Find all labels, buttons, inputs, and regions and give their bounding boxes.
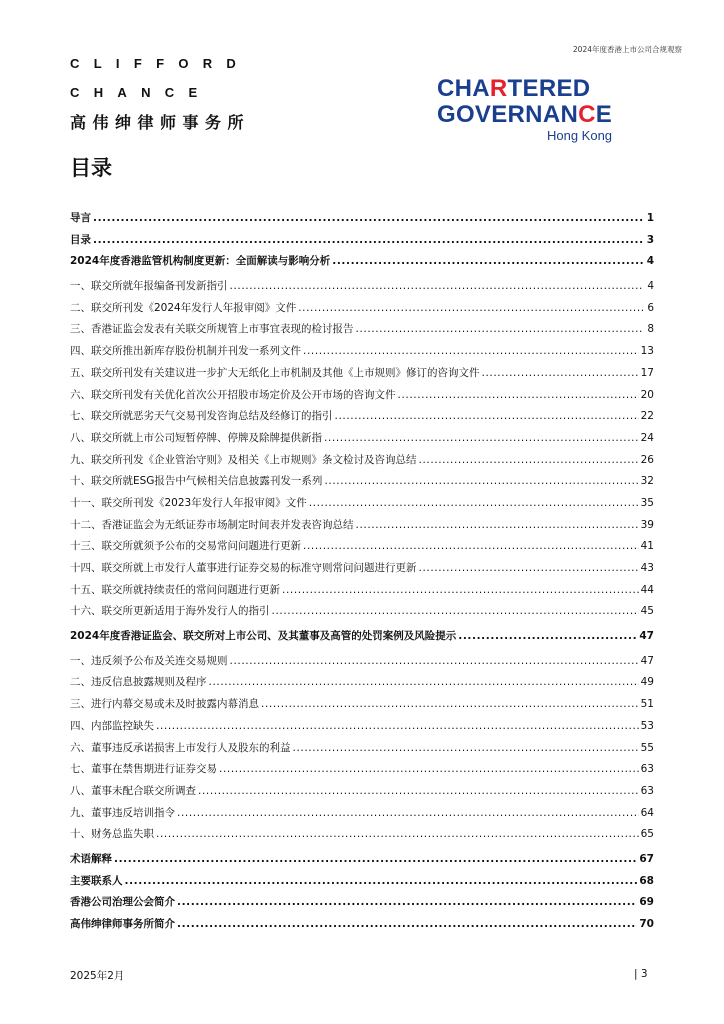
toc-entry-page: 49 bbox=[640, 676, 654, 689]
toc-entry-page: 8 bbox=[647, 323, 654, 336]
toc-dot-leader bbox=[272, 605, 639, 617]
toc-entry-page: 65 bbox=[640, 828, 654, 841]
toc-entry[interactable] bbox=[70, 628, 654, 650]
toc-dot-leader bbox=[156, 720, 639, 732]
toc-dot-leader bbox=[298, 302, 644, 314]
toc-dot-leader bbox=[282, 584, 639, 596]
toc-entry-label: 四、内部监控缺失 bbox=[70, 719, 154, 732]
toc-dot-leader bbox=[482, 367, 639, 379]
toc-entry[interactable] bbox=[70, 603, 654, 625]
toc-entry-label: 一、违反须予公布及关连交易规则 bbox=[70, 654, 228, 667]
toc-entry[interactable] bbox=[70, 321, 654, 343]
footer-date: 2025年2月 bbox=[70, 970, 125, 982]
toc-entry-page: 4 bbox=[647, 280, 654, 293]
toc-entry-page: 47 bbox=[640, 654, 654, 667]
toc-entry-page: 63 bbox=[640, 784, 654, 797]
running-header: 2024年度香港上市公司合规观察 bbox=[572, 45, 682, 54]
toc-entry-page: 43 bbox=[640, 562, 654, 574]
toc-dot-leader bbox=[156, 828, 639, 840]
toc-entry[interactable] bbox=[70, 495, 654, 517]
toc-entry-page: 3 bbox=[646, 233, 654, 246]
toc-dot-leader bbox=[398, 389, 639, 401]
toc-entry[interactable] bbox=[70, 674, 654, 696]
toc-entry-label: 十、联交所就ESG报告中气候相关信息披露刊发一系列 bbox=[70, 475, 323, 488]
toc-entry-label: 九、董事违反培训指令 bbox=[70, 806, 175, 819]
toc-entry[interactable] bbox=[70, 761, 654, 783]
toc-entry[interactable] bbox=[70, 805, 654, 827]
toc-entry-label: 四、联交所推出新库存股份机制并刊发一系列文件 bbox=[70, 345, 301, 358]
toc-entry-label: 十二、香港证监会为无纸证券市场制定时间表并发表咨询总结 bbox=[70, 518, 354, 531]
chartered-governance-logo-sub: Hong Kong bbox=[546, 128, 613, 143]
toc-entry-label: 一、联交所就年报编备刊发新指引 bbox=[70, 280, 228, 293]
toc-entry[interactable] bbox=[70, 538, 654, 560]
toc-dot-leader bbox=[309, 497, 639, 509]
clifford-chance-logo-line1: CLIFFORD bbox=[70, 56, 251, 71]
toc-entry[interactable] bbox=[70, 387, 654, 409]
toc-entry-page: 45 bbox=[640, 605, 654, 618]
toc-entry-page: 64 bbox=[640, 806, 654, 819]
clifford-chance-logo bbox=[70, 54, 250, 133]
toc-dot-leader bbox=[230, 655, 639, 667]
toc-entry[interactable] bbox=[70, 210, 654, 232]
toc-entry-page: 63 bbox=[640, 763, 654, 776]
toc-dot-leader bbox=[458, 630, 637, 642]
toc-dot-leader bbox=[125, 875, 638, 887]
toc-entry[interactable] bbox=[70, 696, 654, 718]
clifford-chance-logo-chinese: 高伟绅律师事务所 bbox=[70, 113, 251, 132]
toc-dot-leader bbox=[356, 519, 639, 531]
toc-entry-page: 55 bbox=[640, 741, 654, 754]
toc-entry[interactable] bbox=[70, 582, 654, 604]
toc-entry-page: 69 bbox=[639, 896, 654, 909]
toc-title: 目录 bbox=[70, 156, 112, 180]
toc-dot-leader bbox=[303, 540, 639, 552]
toc-dot-leader bbox=[419, 454, 639, 466]
cg-line2-a: GOVERNAN bbox=[437, 101, 579, 128]
toc-entry-label: 三、香港证监会发表有关联交所规管上市事宜表现的检讨报告 bbox=[70, 323, 354, 336]
toc-entry-page: 26 bbox=[640, 453, 654, 466]
toc-entry-page: 17 bbox=[640, 366, 654, 379]
toc-entry-label: 五、联交所刊发有关建议进一步扩大无纸化上市机制及其他《上市规则》修订的咨询文件 bbox=[70, 366, 480, 379]
toc-entry-page: 39 bbox=[640, 518, 654, 531]
toc-entry-page: 24 bbox=[640, 431, 654, 444]
toc-entry[interactable] bbox=[70, 653, 654, 675]
toc-dot-leader bbox=[356, 323, 645, 335]
toc-dot-leader bbox=[324, 475, 638, 487]
cg-line1-a: CHA bbox=[437, 75, 490, 102]
toc-dot-leader bbox=[324, 432, 639, 444]
toc-dot-leader bbox=[230, 280, 645, 292]
toc-dot-leader bbox=[419, 562, 639, 574]
toc-entry-page: 22 bbox=[640, 410, 654, 423]
toc-entry[interactable] bbox=[70, 894, 654, 916]
toc-entry-label: 主要联系人 bbox=[70, 874, 123, 887]
toc-entry-page: 68 bbox=[639, 874, 654, 887]
toc-entry-page: 67 bbox=[639, 852, 654, 865]
toc-dot-leader bbox=[335, 410, 639, 422]
toc-entry-label: 二、违反信息披露规则及程序 bbox=[70, 676, 207, 689]
toc-entry[interactable] bbox=[70, 232, 654, 254]
toc-entry-label: 二、联交所刊发《2024年发行人年报审阅》文件 bbox=[70, 301, 297, 314]
toc-entry[interactable] bbox=[70, 517, 654, 539]
toc-entry-label: 十六、联交所更新适用于海外发行人的指引 bbox=[70, 605, 270, 618]
toc-entry-label: 三、进行内幕交易或未及时披露内幕消息 bbox=[70, 698, 259, 711]
chartered-governance-logo bbox=[437, 76, 612, 143]
toc-entry[interactable] bbox=[70, 740, 654, 762]
toc-entry-label: 导言 bbox=[70, 212, 91, 224]
toc-entry-label: 十三、联交所就须予公布的交易常问问题进行更新 bbox=[70, 540, 301, 553]
toc-entry-page: 32 bbox=[640, 475, 654, 488]
toc-entry[interactable] bbox=[70, 718, 654, 740]
toc-entry-page: 4 bbox=[646, 255, 654, 268]
toc-entry[interactable] bbox=[70, 365, 654, 387]
table-of-contents bbox=[70, 210, 654, 938]
toc-dot-leader bbox=[177, 807, 639, 819]
toc-entry-label: 2024年度香港监管机构制度更新：全面解读与影响分析 bbox=[70, 255, 331, 268]
toc-entry-page: 41 bbox=[640, 540, 654, 553]
toc-entry-page: 13 bbox=[640, 345, 654, 358]
toc-entry-label: 九、联交所刊发《企业管治守则》及相关《上市规则》条文检讨及咨询总结 bbox=[70, 453, 417, 466]
toc-entry-label: 八、董事未配合联交所调查 bbox=[70, 784, 196, 797]
toc-entry[interactable] bbox=[70, 300, 654, 322]
cg-line1-accent: R bbox=[489, 75, 508, 102]
toc-dot-leader bbox=[261, 698, 639, 710]
toc-entry-label: 十五、联交所就持续责任的常问问题进行更新 bbox=[70, 583, 280, 596]
toc-entry-page: 70 bbox=[639, 918, 654, 930]
chartered-governance-logo-line1 bbox=[437, 76, 612, 102]
toc-entry[interactable] bbox=[70, 452, 654, 474]
toc-entry[interactable] bbox=[70, 278, 654, 300]
toc-entry-page: 20 bbox=[640, 388, 654, 401]
toc-entry-page: 35 bbox=[640, 496, 654, 509]
toc-entry[interactable] bbox=[70, 851, 654, 873]
toc-entry-label: 七、联交所就恶劣天气交易刊发咨询总结及经修订的指引 bbox=[70, 410, 333, 423]
toc-entry-label: 2024年度香港证监会、联交所对上市公司、及其董事及高管的处罚案例及风险提示 bbox=[70, 630, 457, 643]
toc-entry-page: 1 bbox=[646, 212, 654, 224]
chartered-governance-logo-line2 bbox=[437, 102, 612, 128]
toc-entry-page: 47 bbox=[639, 630, 654, 643]
footer-page-number: | 3 bbox=[634, 968, 648, 980]
toc-entry-label: 高伟绅律师事务所简介 bbox=[70, 918, 175, 930]
toc-entry-label: 十四、联交所就上市发行人董事进行证券交易的标准守则常问问题进行更新 bbox=[70, 562, 417, 574]
toc-dot-leader bbox=[114, 853, 637, 865]
toc-entry-label: 术语解释 bbox=[70, 852, 112, 865]
toc-dot-leader bbox=[209, 676, 639, 688]
toc-dot-leader bbox=[293, 742, 639, 754]
toc-dot-leader bbox=[332, 255, 644, 267]
toc-entry-label: 十一、联交所刊发《2023年发行人年报审阅》文件 bbox=[70, 496, 307, 509]
toc-entry[interactable] bbox=[70, 783, 654, 805]
toc-dot-leader bbox=[198, 785, 639, 797]
toc-entry-label: 目录 bbox=[70, 233, 91, 246]
toc-entry[interactable] bbox=[70, 873, 654, 895]
toc-entry[interactable] bbox=[70, 343, 654, 365]
toc-entry-page: 51 bbox=[640, 698, 654, 711]
toc-dot-leader bbox=[93, 234, 644, 246]
toc-entry[interactable] bbox=[70, 430, 654, 452]
cg-line1-c: TERED bbox=[507, 75, 591, 102]
cg-line2-c: E bbox=[595, 101, 613, 128]
toc-entry[interactable] bbox=[70, 560, 654, 582]
toc-entry-label: 六、联交所刊发有关优化首次公开招股市场定价及公开市场的咨询文件 bbox=[70, 388, 396, 401]
toc-dot-leader bbox=[303, 345, 639, 357]
toc-entry[interactable] bbox=[70, 916, 654, 938]
toc-dot-leader bbox=[177, 918, 637, 930]
cg-line2-accent: C bbox=[578, 101, 596, 128]
toc-entry[interactable] bbox=[70, 253, 654, 275]
toc-entry-page: 44 bbox=[640, 583, 654, 596]
toc-dot-leader bbox=[177, 896, 637, 908]
toc-dot-leader bbox=[93, 212, 644, 224]
toc-entry-page: 6 bbox=[647, 301, 654, 314]
toc-entry-label: 七、董事在禁售期进行证券交易 bbox=[70, 763, 217, 776]
toc-entry-label: 十、财务总监失职 bbox=[70, 828, 154, 841]
clifford-chance-logo-line2: CHANCE bbox=[70, 85, 212, 100]
toc-entry-label: 八、联交所就上市公司短暂停牌、停牌及除牌提供新指 bbox=[70, 431, 322, 444]
toc-entry[interactable] bbox=[70, 473, 654, 495]
toc-entry-page: 53 bbox=[640, 719, 654, 732]
toc-entry[interactable] bbox=[70, 408, 654, 430]
toc-dot-leader bbox=[219, 763, 639, 775]
toc-entry-label: 香港公司治理公会简介 bbox=[70, 896, 175, 909]
toc-entry[interactable] bbox=[70, 826, 654, 848]
toc-entry-label: 六、董事违反承诺损害上市发行人及股东的利益 bbox=[70, 741, 291, 754]
